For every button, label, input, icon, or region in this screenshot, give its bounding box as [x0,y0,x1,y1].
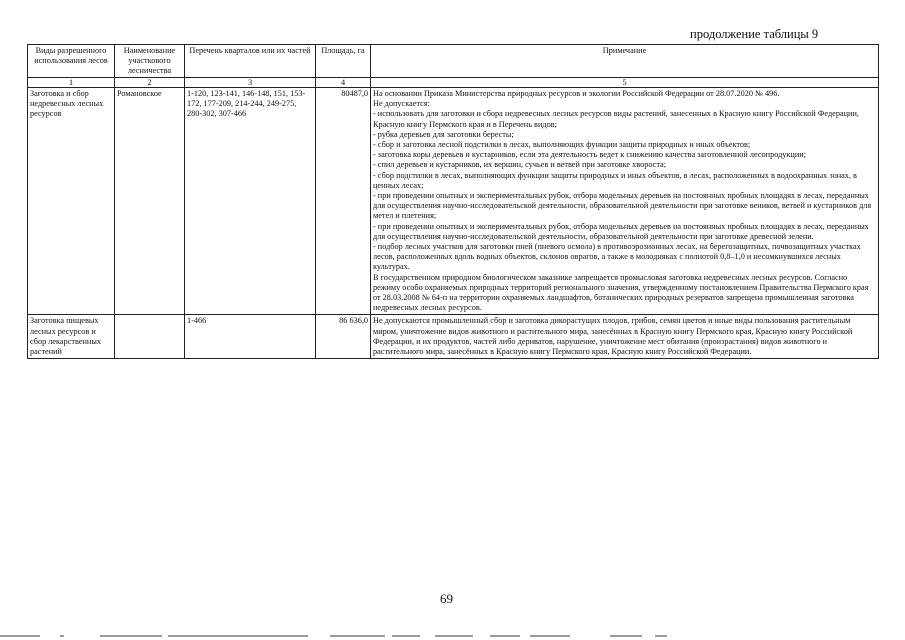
scan-edge-artifact [0,633,905,640]
use-type-cell: Заготовка пищевых лесных ресурсов и сбор лекарственных растений [28,315,115,359]
forestry-cell [115,315,185,359]
table-row [28,315,879,359]
forest-use-table [27,44,879,359]
column-number: 2 [115,78,185,88]
quarters-cell: 1-120, 123-141, 146-148, 151, 153-172, 177-209, 214-244, 249-275, 280-302, 307-466 [185,88,316,315]
note-line: Не допускается: [373,99,430,109]
note-line: На основании Приказа Министерства природных ресурсов и экологии Российской Федерации от 28.07.2020 № 496. [373,89,780,98]
note-cell [371,315,879,359]
continuation-label: продолжение таблицы 9 [690,27,819,41]
note-line: - сбор подстилки в лесах, выполняющих функции защиты природных и иных объектов, в лесах, расположенных в водоохранных зонах, в ценных лесах; [373,170,857,190]
note-line: - сбор и заготовка лесной подстилки в лесах, выполняющих функции защиты природных и иных объектов; [373,140,751,150]
note-line: - при проведении опытных и экспериментальных рубок, отбора модельных деревьев на постоянных пробных площадях в лесах, переданных для осуществления научно-исследовательской деятельности, образовательной деятельности при заготовке древесной зелени. [373,221,869,241]
note-line: - при проведении опытных и экспериментальных рубок, отбора модельных деревьев на постоянных пробных площадях в лесах, переданных для осуществления научно-исследовательской деятельности, образовательной деятельности при заготовке веников, ветвей и кустарников для метел и плетения; [373,191,872,221]
column-number: 3 [185,78,316,88]
header-note: Примечание [371,45,879,78]
column-number-row [28,78,879,88]
header-forestry: Наименование участкового лесничества [115,45,185,78]
area-cell: 86 636,0 [316,315,371,359]
quarters-cell: 1-466 [185,315,316,359]
forestry-cell: Романовское [115,88,185,315]
column-number: 1 [28,78,115,88]
header-use-type: Виды разрешенного использования лесов [28,45,115,78]
note-line: - рубка деревьев для заготовки бересты; [373,129,514,139]
table-row [28,88,879,315]
header-area: Площадь, га [316,45,371,78]
note-line: - использовать для заготовки и сбора недревесных лесных ресурсов виды растений, занесенных в Красную книгу Российской Федерации, Красную книгу Пермского края и в Перечень видов; [373,109,859,129]
note-line: - заготовка коры деревьев и кустарников, если эта деятельность ведет к снижению качества заготовленной лесопродукции; [373,150,806,160]
column-number: 4 [316,78,371,88]
page-number: 69 [440,591,453,606]
note-line: В государственном природном биологическом заказнике запрещается промысловая заготовка недревесных лесных ресурсов. Согласно режиму особо охраняемых природных территорий регионального значения, утвержденному постановлением Правительства Пермского края от 28.03.2008 № 64-п на территории охраняемых ландшафтов, ботанических природных резерватов запрещена промышленная заготовка недревесных лесных ресурсов. [373,272,869,313]
header-quarters: Перечень кварталов или их частей [185,45,316,78]
use-type-cell: Заготовка и сбор недревесных лесных ресурсов [28,88,115,315]
note-cell [371,88,879,315]
column-number: 5 [371,78,879,88]
note-line: - спил деревьев и кустарников, их вершин, сучьев и ветвей при заготовке хвороста; [373,160,666,170]
header-row [28,45,879,78]
area-cell: 80487,0 [316,88,371,315]
note-line: - подбор лесных участков для заготовки пней (пневого осмола) в противоэрозионных лесах, на берегозащитных, почвозащитных участках лесов, расположенных вдоль водных объектов, склонов оврагов, а также в молодняках с полнотой 0,8–1,0 и несомкнувшихся лесных культурах. [373,242,861,272]
note-line: Не допускаются промышленный сбор и заготовка дикорастущих плодов, грибов, семян цветов и иные виды пользования растительным миром, уничтожение видов животного и растительного мира, занесённых в Красную книгу Пермского края, Красную книгу Российской Федерации, и их продуктов, частей либо дериватов, нарушение, уничтожение мест обитания (произрастания) видов животного и растительного мира, занесённых в Красную книгу Пермского края, Красную книгу Российской Федерации. [373,316,853,357]
